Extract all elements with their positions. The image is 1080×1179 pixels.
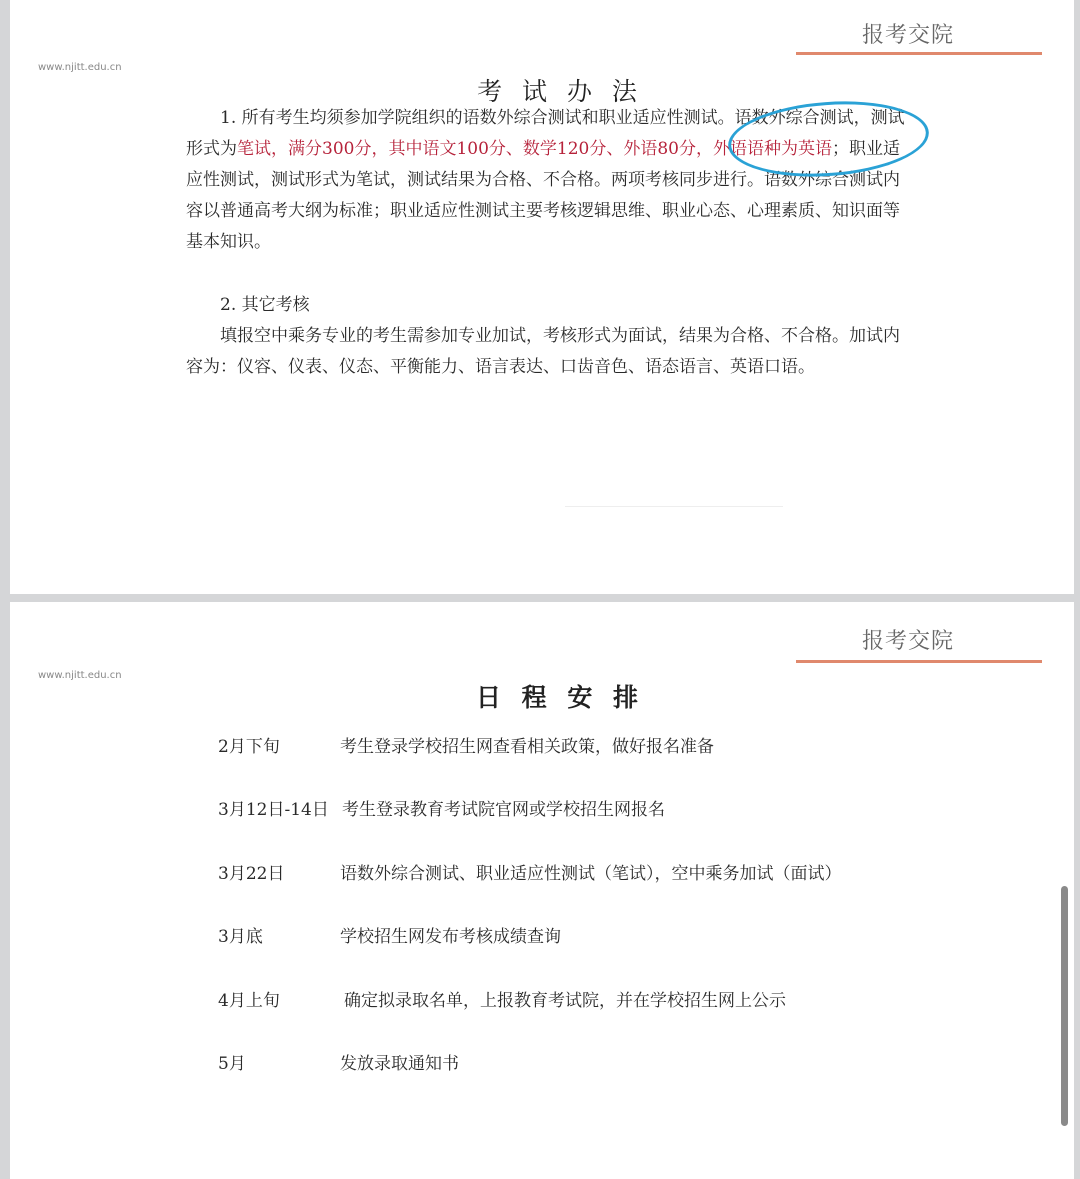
section-title-schedule: 日 程 安 排 <box>475 683 645 712</box>
schedule-description: 确定拟录取名单，上报教育考试院，并在学校招生网上公示 <box>344 991 786 1011</box>
schedule-description: 发放录取通知书 <box>340 1054 459 1074</box>
schedule-date: 3月12日-14日 <box>218 800 329 820</box>
paragraph-1-text-b: ；职业适应性测试，测试形式为笔试，测试结果为合格、不合格。两项考核同步进行。语数外综合测试内容以普通高考大纲为标准；职业适应性测试主要考核逻辑思维、职业心态、心理素质、知识面等基本知识。 <box>186 139 900 252</box>
exam-method-paragraph-2: 填报空中乘务专业的考生需参加专业加试，考核形式为面试，结果为合格、不合格。加试内容为：仪容、仪表、仪态、平衡能力、语言表达、口齿音色、语态语言、英语口语。 <box>186 326 900 377</box>
vertical-scrollbar[interactable] <box>1061 886 1068 1126</box>
header-accent-line <box>796 52 1042 55</box>
schedule-description: 考生登录教育考试院官网或学校招生网报名 <box>342 800 665 820</box>
header-accent-line <box>796 660 1042 663</box>
header-brand: 报考交院 <box>861 23 954 48</box>
site-watermark: www.njitt.edu.cn <box>38 670 122 681</box>
paragraph-1-highlight: 笔试，满分300分，其中语文100分、数学120分、外语80分，外语语种为英语 <box>237 139 832 159</box>
document-page-1 <box>10 0 1074 594</box>
schedule-description: 考生登录学校招生网查看相关政策，做好报名准备 <box>340 737 714 757</box>
schedule-date: 4月上旬 <box>218 991 280 1011</box>
section-title-exam-method: 考 试 办 法 <box>477 77 643 106</box>
schedule-date: 2月下旬 <box>218 737 280 757</box>
schedule-date: 3月22日 <box>218 864 285 884</box>
schedule-description: 学校招生网发布考核成绩查询 <box>340 927 561 947</box>
schedule-date: 3月底 <box>218 927 263 947</box>
exam-method-heading-2: 2. 其它考核 <box>220 295 310 315</box>
paragraph-1-text-a: 1. 所有考生均须参加学院组织的语数外综合测试和职业适应性测试。语数外综合测试，测试形式为 <box>186 108 905 159</box>
site-watermark: www.njitt.edu.cn <box>38 62 122 73</box>
schedule-description: 语数外综合测试、职业适应性测试（笔试），空中乘务加试（面试） <box>340 864 842 884</box>
header-brand: 报考交院 <box>861 629 954 654</box>
document-page-2 <box>10 602 1074 1179</box>
page-divider <box>565 506 783 507</box>
schedule-date: 5月 <box>218 1054 246 1074</box>
